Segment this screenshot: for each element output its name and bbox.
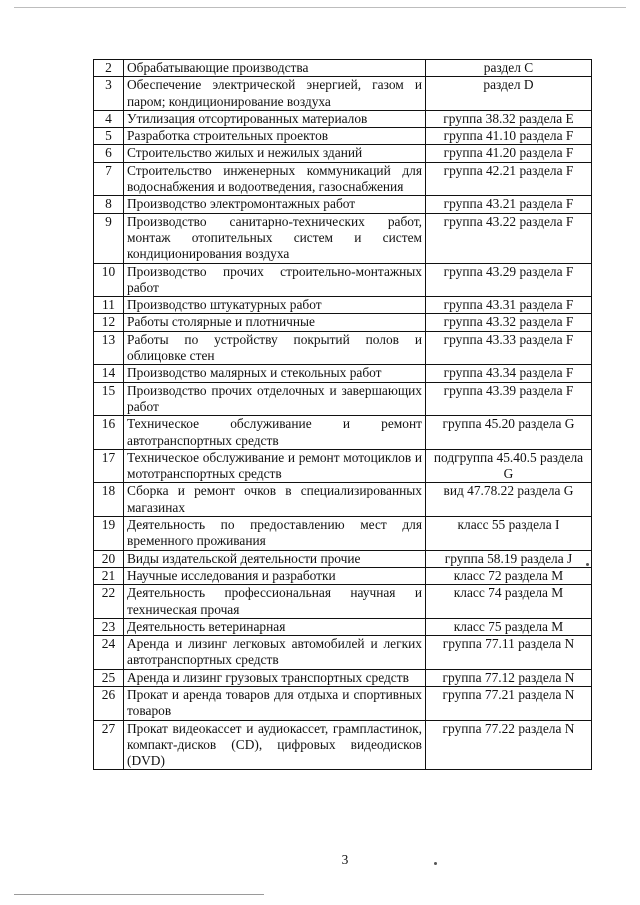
classifier-section: группа 43.29 раздела F (426, 263, 592, 297)
table-row (94, 550, 592, 567)
classifier-section: класс 75 раздела M (426, 618, 592, 635)
classifier-section: группа 77.21 раздела N (426, 686, 592, 720)
table-row (94, 449, 592, 483)
classifier-section: класс 74 раздела M (426, 585, 592, 619)
activity-name: Производство прочих строительно-монтажных работ (124, 263, 426, 297)
row-number: 5 (94, 128, 124, 145)
row-number: 14 (94, 365, 124, 382)
classifier-section: группа 43.32 раздела F (426, 314, 592, 331)
row-number: 17 (94, 449, 124, 483)
table-row (94, 416, 592, 450)
table-row (94, 162, 592, 196)
activity-name: Виды издательской деятельности прочие (124, 550, 426, 567)
classifier-section: раздел C (426, 60, 592, 77)
table-row (94, 145, 592, 162)
classifier-section: группа 77.11 раздела N (426, 636, 592, 670)
table-row (94, 60, 592, 77)
classifier-section: группа 43.31 раздела F (426, 297, 592, 314)
page-number: 3 (341, 852, 349, 867)
classifier-section: группа 58.19 раздела J (426, 550, 592, 567)
activity-name: Прокат видеокассет и аудиокассет, грампластинок, компакт-дисков (CD), цифровых видеодисков (DVD) (124, 720, 426, 770)
classifier-section: группа 41.10 раздела F (426, 128, 592, 145)
row-number: 27 (94, 720, 124, 770)
row-number: 22 (94, 585, 124, 619)
activity-name: Разработка строительных проектов (124, 128, 426, 145)
classifier-section: группа 43.39 раздела F (426, 382, 592, 416)
classifier-section: группа 43.22 раздела F (426, 213, 592, 263)
row-number: 13 (94, 331, 124, 365)
classifier-section: класс 55 раздела I (426, 517, 592, 551)
table-row (94, 585, 592, 619)
table-row (94, 382, 592, 416)
row-number: 18 (94, 483, 124, 517)
activity-name: Аренда и лизинг легковых автомобилей и легких автотранспортных средств (124, 636, 426, 670)
table-row (94, 365, 592, 382)
row-number: 6 (94, 145, 124, 162)
table-row (94, 567, 592, 584)
activity-name: Аренда и лизинг грузовых транспортных средств (124, 669, 426, 686)
classifier-section: группа 43.21 раздела F (426, 196, 592, 213)
classifier-section: группа 41.20 раздела F (426, 145, 592, 162)
table-row (94, 517, 592, 551)
row-number: 3 (94, 77, 124, 111)
row-number: 16 (94, 416, 124, 450)
row-number: 24 (94, 636, 124, 670)
activity-name: Работы столярные и плотничные (124, 314, 426, 331)
activity-name: Утилизация отсортированных материалов (124, 110, 426, 127)
classifier-section: группа 77.12 раздела N (426, 669, 592, 686)
row-number: 4 (94, 110, 124, 127)
activity-name: Сборка и ремонт очков в специализированных магазинах (124, 483, 426, 517)
table-row (94, 128, 592, 145)
row-number: 20 (94, 550, 124, 567)
activity-name: Строительство жилых и нежилых зданий (124, 145, 426, 162)
activity-name: Производство электромонтажных работ (124, 196, 426, 213)
table-row (94, 331, 592, 365)
row-number: 26 (94, 686, 124, 720)
activity-name: Обеспечение электрической энергией, газом и паром; кондиционирование воздуха (124, 77, 426, 111)
activity-name: Строительство инженерных коммуникаций для водоснабжения и водоотведения, газоснабжения (124, 162, 426, 196)
classifier-section: подгруппа 45.40.5 раздела G (426, 449, 592, 483)
activity-name: Техническое обслуживание и ремонт мотоциклов и мототранспортных средств (124, 449, 426, 483)
classifier-section: группа 42.21 раздела F (426, 162, 592, 196)
table-row (94, 686, 592, 720)
row-number: 8 (94, 196, 124, 213)
activity-name: Производство санитарно-технических работ, монтаж отопительных систем и систем кондиционирования воздуха (124, 213, 426, 263)
classifier-section: группа 43.34 раздела F (426, 365, 592, 382)
row-number: 23 (94, 618, 124, 635)
classifier-section: раздел D (426, 77, 592, 111)
activity-name: Деятельность профессиональная научная и техническая прочая (124, 585, 426, 619)
classifier-section: группа 77.22 раздела N (426, 720, 592, 770)
activities-table (93, 59, 592, 770)
row-number: 9 (94, 213, 124, 263)
row-number: 10 (94, 263, 124, 297)
table-row (94, 196, 592, 213)
table-row (94, 314, 592, 331)
activity-name: Прокат и аренда товаров для отдыха и спортивных товаров (124, 686, 426, 720)
row-number: 25 (94, 669, 124, 686)
scan-edge-line-top (14, 7, 626, 8)
activity-name: Деятельность ветеринарная (124, 618, 426, 635)
activities-table-body (94, 60, 592, 770)
activity-name: Обрабатывающие производства (124, 60, 426, 77)
row-number: 7 (94, 162, 124, 196)
activity-name: Работы по устройству покрытий полов и облицовке стен (124, 331, 426, 365)
row-number: 21 (94, 567, 124, 584)
activity-name: Производство прочих отделочных и завершающих работ (124, 382, 426, 416)
row-number: 11 (94, 297, 124, 314)
row-number: 15 (94, 382, 124, 416)
table-row (94, 636, 592, 670)
scan-edge-line-bottom (14, 894, 264, 895)
classifier-section: группа 43.33 раздела F (426, 331, 592, 365)
activity-name: Научные исследования и разработки (124, 567, 426, 584)
row-number: 2 (94, 60, 124, 77)
classifier-section: группа 38.32 раздела E (426, 110, 592, 127)
table-row (94, 110, 592, 127)
classifier-section: вид 47.78.22 раздела G (426, 483, 592, 517)
table-row (94, 669, 592, 686)
table-row (94, 297, 592, 314)
table-row (94, 618, 592, 635)
activity-name: Производство штукатурных работ (124, 297, 426, 314)
classifier-section: группа 45.20 раздела G (426, 416, 592, 450)
row-number: 12 (94, 314, 124, 331)
table-row (94, 263, 592, 297)
activity-name: Техническое обслуживание и ремонт автотранспортных средств (124, 416, 426, 450)
activity-name: Производство малярных и стекольных работ (124, 365, 426, 382)
activity-name: Деятельность по предоставлению мест для временного проживания (124, 517, 426, 551)
scan-speck (434, 862, 437, 865)
row-number: 19 (94, 517, 124, 551)
table-row (94, 213, 592, 263)
table-row (94, 720, 592, 770)
table-row (94, 77, 592, 111)
classifier-section: класс 72 раздела M (426, 567, 592, 584)
table-row (94, 483, 592, 517)
